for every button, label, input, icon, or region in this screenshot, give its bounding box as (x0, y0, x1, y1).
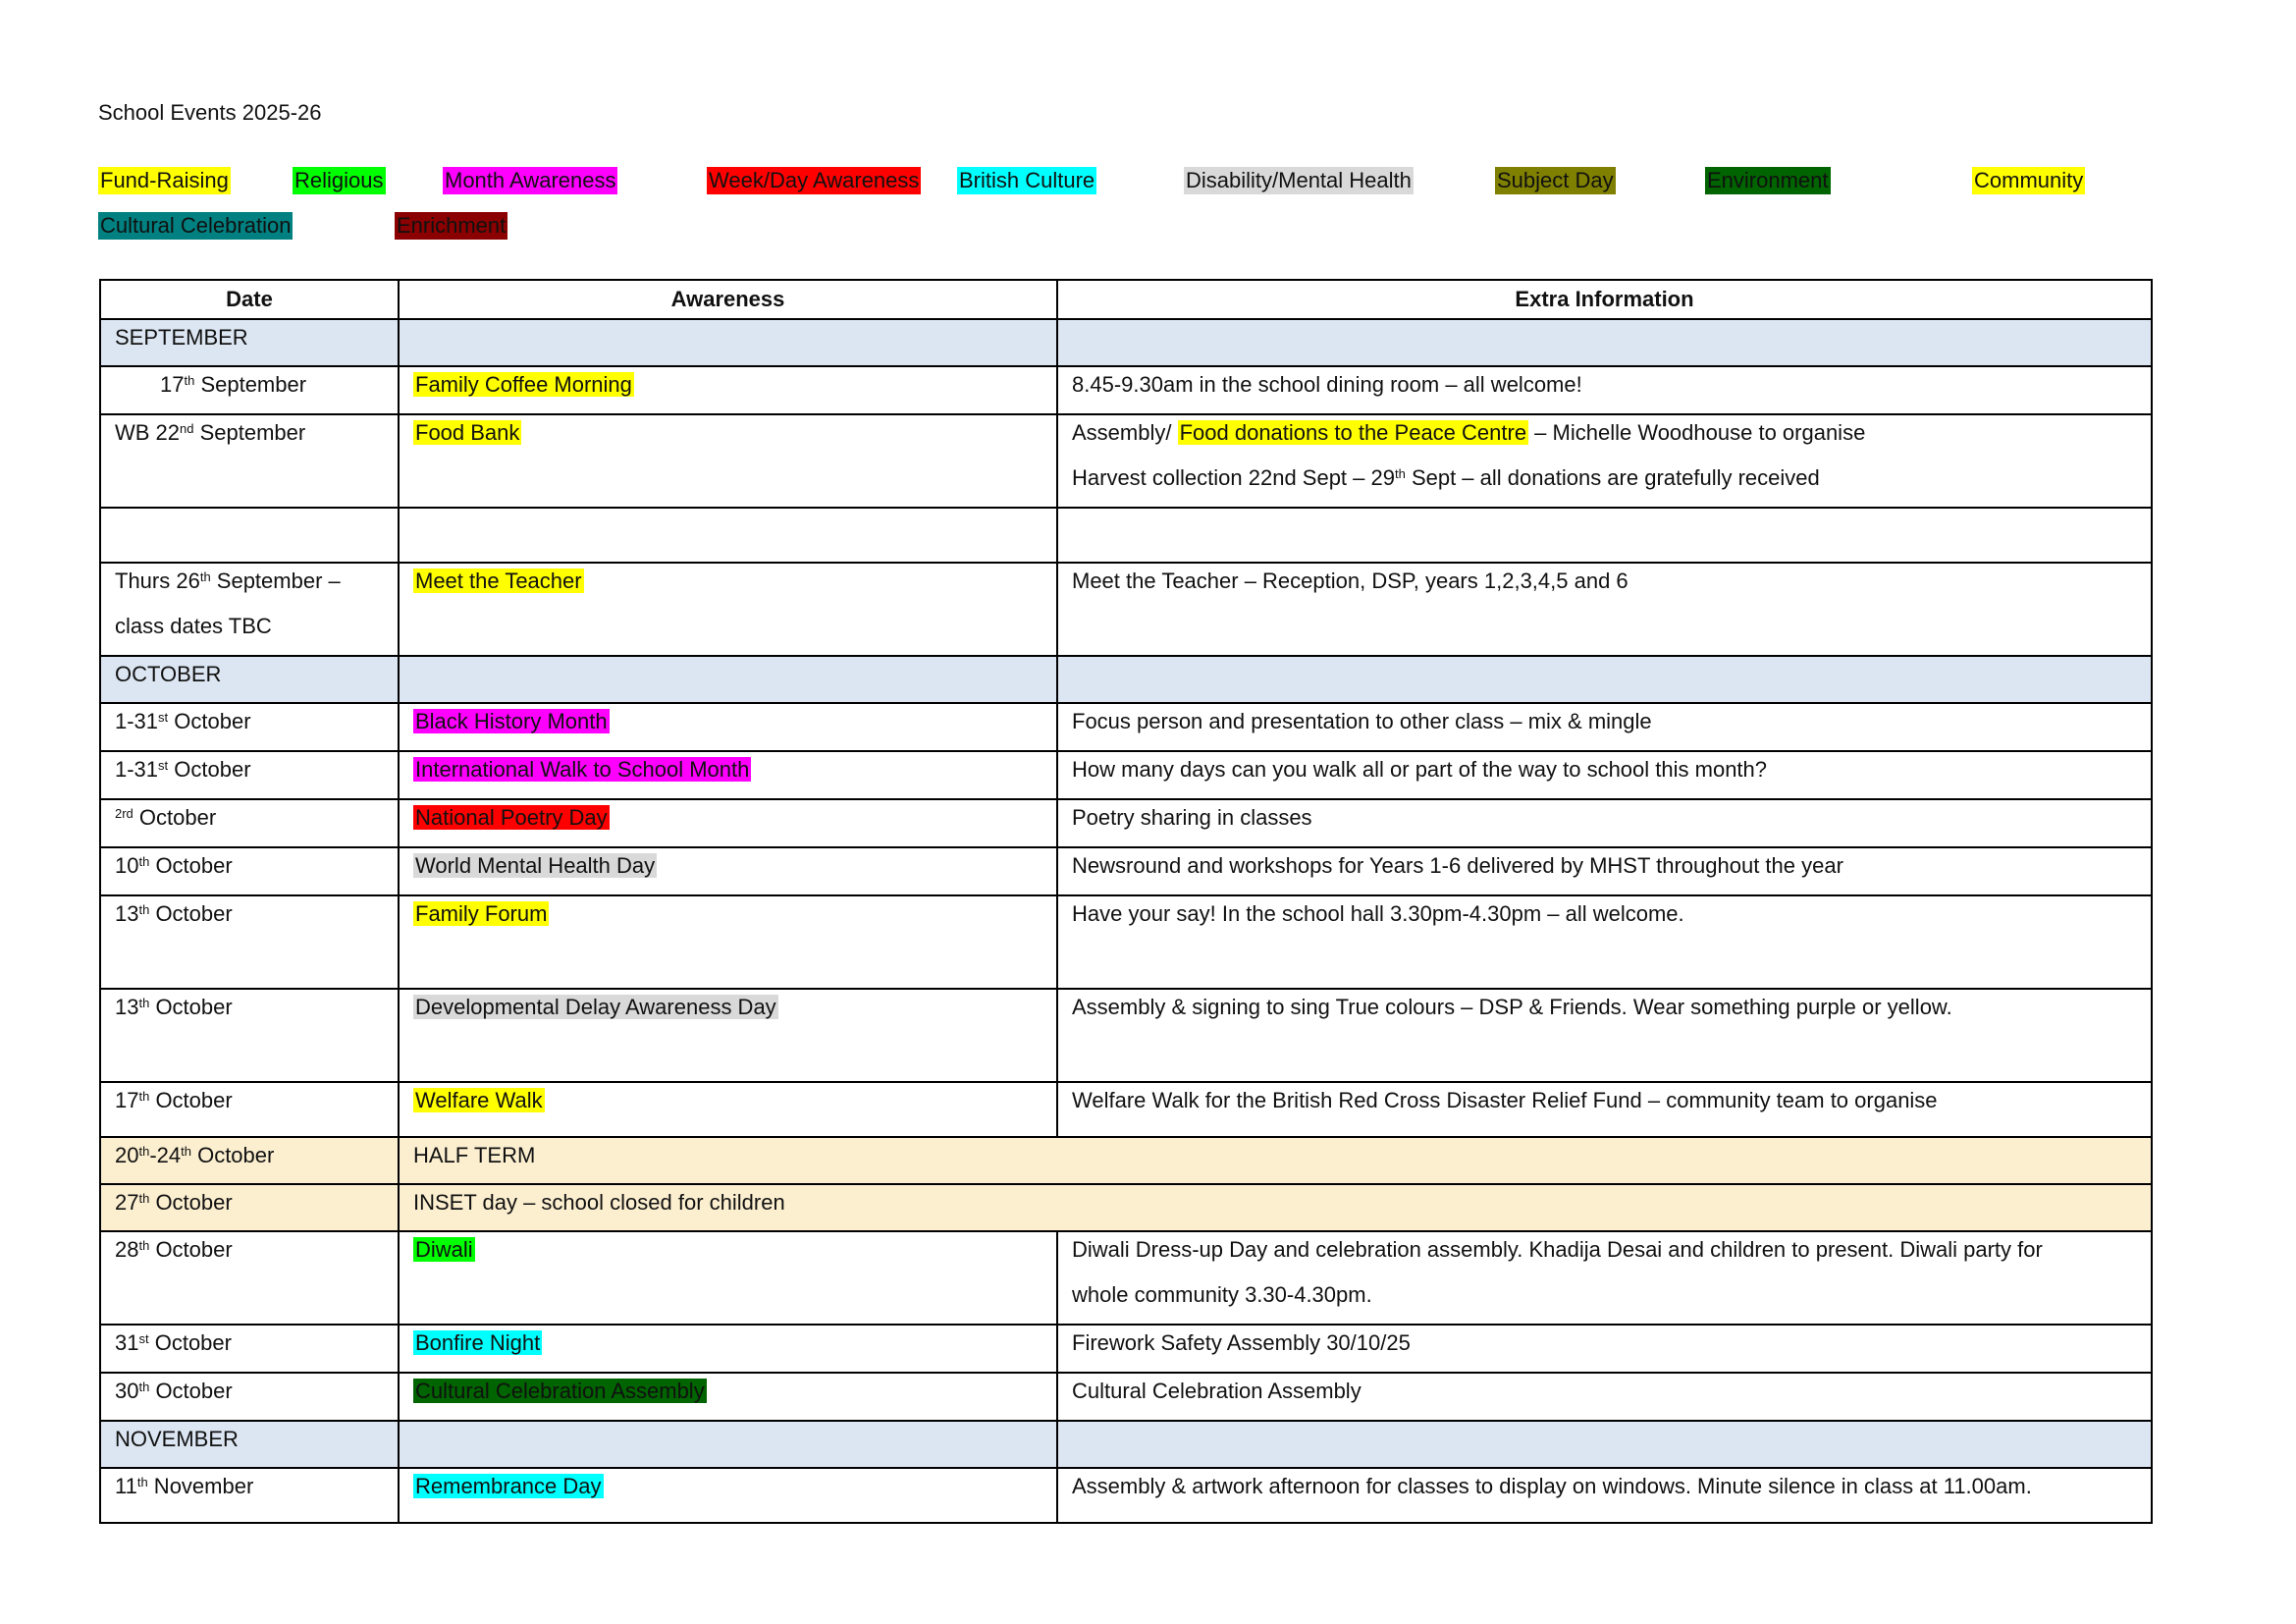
extra-line-1: Newsround and workshops for Years 1-6 delivered by MHST throughout the year (1072, 853, 1843, 878)
table-row (100, 751, 2152, 799)
extra-line-1: Welfare Walk for the British Red Cross Disaster Relief Fund – community team to organise (1072, 1088, 1938, 1112)
blank-row (100, 508, 2152, 563)
table-header-row (100, 280, 2152, 319)
table-row (100, 799, 2152, 847)
table-row (100, 1325, 2152, 1373)
event-date: 17th October (100, 1082, 399, 1137)
date-suffix: th (136, 1475, 148, 1489)
empty-cell (399, 656, 1057, 703)
event-date: 20th-24th October (100, 1137, 399, 1184)
extra-line-1: Assembly/ Food donations to the Peace Centre – Michelle Woodhouse to organise (1072, 420, 1866, 445)
date-suffix: th (184, 373, 195, 388)
awareness-cell (399, 989, 1057, 1082)
month-label: NOVEMBER (100, 1421, 399, 1468)
extra-line-2: Harvest collection 22nd Sept – 29th Sept – all donations are gratefully received (1072, 465, 1820, 490)
date-suffix: th (181, 1144, 191, 1159)
event-date: 17th September (100, 366, 399, 414)
table-row (100, 563, 2152, 656)
event-date: Thurs 26th September – class dates TBC (100, 563, 399, 656)
awareness-cell (399, 799, 1057, 847)
empty-cell (1057, 508, 2152, 563)
month-row (100, 1421, 2152, 1468)
extra-information (1057, 895, 2152, 989)
date-suffix: st (158, 758, 169, 773)
date-suffix: th (1394, 466, 1406, 481)
table-row (100, 1231, 2152, 1325)
awareness-label: Welfare Walk (415, 1088, 543, 1112)
awareness-cell (399, 847, 1057, 895)
extra-information (1057, 1373, 2152, 1421)
awareness-cell (399, 703, 1057, 751)
legend-item: Environment (1707, 168, 1829, 192)
empty-cell (399, 508, 1057, 563)
event-date: WB 22nd September (100, 414, 399, 508)
extra-information (1057, 1231, 2152, 1325)
event-date: 31st October (100, 1325, 399, 1373)
extra-line-1: Assembly & signing to sing True colours – DSP & Friends. Wear something purple or yellow. (1072, 995, 1952, 1019)
date-suffix: st (158, 710, 169, 725)
awareness-label: National Poetry Day (415, 805, 608, 830)
date-suffix: th (138, 1191, 150, 1206)
extra-line-1: Cultural Celebration Assembly (1072, 1379, 1362, 1403)
extra-information (1057, 414, 2152, 508)
awareness-cell (399, 895, 1057, 989)
awareness-label: Developmental Delay Awareness Day (415, 995, 776, 1019)
extra-line-1: Meet the Teacher – Reception, DSP, years 1,2,3,4,5 and 6 (1072, 568, 1629, 593)
holiday-row (100, 1137, 2152, 1184)
date-suffix: th (138, 1144, 150, 1159)
header-date: Date (100, 280, 399, 319)
table-row (100, 366, 2152, 414)
extra-information (1057, 1082, 2152, 1137)
empty-cell (100, 508, 399, 563)
legend-item: Community (1974, 168, 2084, 192)
date-line-2: class dates TBC (115, 614, 272, 638)
date-suffix: th (138, 1238, 150, 1253)
awareness-label: Family Forum (415, 901, 548, 926)
awareness-cell (399, 1082, 1057, 1137)
empty-cell (1057, 1421, 2152, 1468)
awareness-label: World Mental Health Day (415, 853, 656, 878)
legend-item: Subject Day (1497, 168, 1614, 192)
extra-information (1057, 989, 2152, 1082)
date-suffix: th (138, 996, 150, 1010)
awareness-cell (399, 1373, 1057, 1421)
date-suffix: nd (180, 421, 194, 436)
legend-item: Cultural Celebration (100, 213, 292, 238)
extra-information (1057, 847, 2152, 895)
extra-line-1: Diwali Dress-up Day and celebration assembly. Khadija Desai and children to present. Diwali party for (1072, 1237, 2043, 1262)
table-row (100, 1373, 2152, 1421)
awareness-cell (399, 1231, 1057, 1325)
table-row (100, 703, 2152, 751)
event-date: 10th October (100, 847, 399, 895)
legend-item: Month Awareness (445, 168, 616, 192)
extra-line-1: How many days can you walk all or part of the way to school this month? (1072, 757, 1768, 782)
extra-line-1: Have your say! In the school hall 3.30pm-4.30pm – all welcome. (1072, 901, 1684, 926)
date-suffix: th (138, 854, 150, 869)
extra-information (1057, 366, 2152, 414)
date-suffix: st (138, 1331, 149, 1346)
table-row (100, 414, 2152, 508)
awareness-label: Food Bank (415, 420, 520, 445)
date-suffix: th (138, 902, 150, 917)
legend-item: British Culture (959, 168, 1095, 192)
month-row (100, 656, 2152, 703)
extra-line-1: 8.45-9.30am in the school dining room – all welcome! (1072, 372, 1582, 397)
extra-line-1: Assembly & artwork afternoon for classes to display on windows. Minute silence in class at 11.00am. (1072, 1474, 2032, 1498)
event-date: 11th November (100, 1468, 399, 1523)
extra-information (1057, 703, 2152, 751)
empty-cell (399, 1421, 1057, 1468)
awareness-cell (399, 414, 1057, 508)
extra-information (1057, 563, 2152, 656)
holiday-text: INSET day – school closed for children (399, 1184, 2152, 1231)
month-label: SEPTEMBER (100, 319, 399, 366)
table-row (100, 1468, 2152, 1523)
event-date: 1-31st October (100, 751, 399, 799)
extra-information (1057, 1468, 2152, 1523)
legend-item: Disability/Mental Health (1186, 168, 1412, 192)
header-awareness: Awareness (399, 280, 1057, 319)
date-suffix: th (199, 569, 211, 584)
awareness-label: Bonfire Night (415, 1330, 541, 1355)
events-table (99, 279, 2153, 1524)
event-date: 28th October (100, 1231, 399, 1325)
legend-item: Fund-Raising (100, 168, 229, 192)
extra-line-1: Focus person and presentation to other class – mix & mingle (1072, 709, 1652, 733)
header-extra-information: Extra Information (1057, 280, 2152, 319)
table-row (100, 989, 2152, 1082)
awareness-label: Diwali (415, 1237, 473, 1262)
awareness-cell (399, 1468, 1057, 1523)
awareness-label: International Walk to School Month (415, 757, 750, 782)
legend-item: Week/Day Awareness (709, 168, 920, 192)
date-suffix: th (138, 1089, 150, 1104)
awareness-label: Cultural Celebration Assembly (415, 1379, 705, 1403)
extra-information (1057, 1325, 2152, 1373)
holiday-text: HALF TERM (399, 1137, 2152, 1184)
date-suffix: 2rd (115, 806, 133, 821)
awareness-cell (399, 751, 1057, 799)
holiday-row (100, 1184, 2152, 1231)
empty-cell (399, 319, 1057, 366)
legend-item: Religious (294, 168, 384, 192)
awareness-label: Black History Month (415, 709, 608, 733)
awareness-cell (399, 563, 1057, 656)
event-date: 13th October (100, 895, 399, 989)
table-row (100, 895, 2152, 989)
awareness-cell (399, 1325, 1057, 1373)
awareness-cell (399, 366, 1057, 414)
awareness-label: Remembrance Day (415, 1474, 602, 1498)
extra-line-1: Poetry sharing in classes (1072, 805, 1312, 830)
extra-information (1057, 751, 2152, 799)
event-date: 1-31st October (100, 703, 399, 751)
empty-cell (1057, 656, 2152, 703)
month-label: OCTOBER (100, 656, 399, 703)
table-row (100, 847, 2152, 895)
event-date: $^{2rd}$ October (100, 799, 399, 847)
event-date: 27th October (100, 1184, 399, 1231)
empty-cell (1057, 319, 2152, 366)
page-title: School Events 2025-26 (98, 100, 322, 125)
extra-line-2: whole community 3.30-4.30pm. (1072, 1282, 1372, 1307)
legend-item: Enrichment (397, 213, 507, 238)
date-suffix: th (138, 1380, 150, 1394)
extra-highlight: Food donations to the Peace Centre (1179, 420, 1527, 445)
event-date: 30th October (100, 1373, 399, 1421)
extra-information (1057, 799, 2152, 847)
awareness-label: Meet the Teacher (415, 568, 582, 593)
extra-line-1: Firework Safety Assembly 30/10/25 (1072, 1330, 1411, 1355)
awareness-label: Family Coffee Morning (415, 372, 632, 397)
month-row (100, 319, 2152, 366)
table-row (100, 1082, 2152, 1137)
event-date: 13th October (100, 989, 399, 1082)
